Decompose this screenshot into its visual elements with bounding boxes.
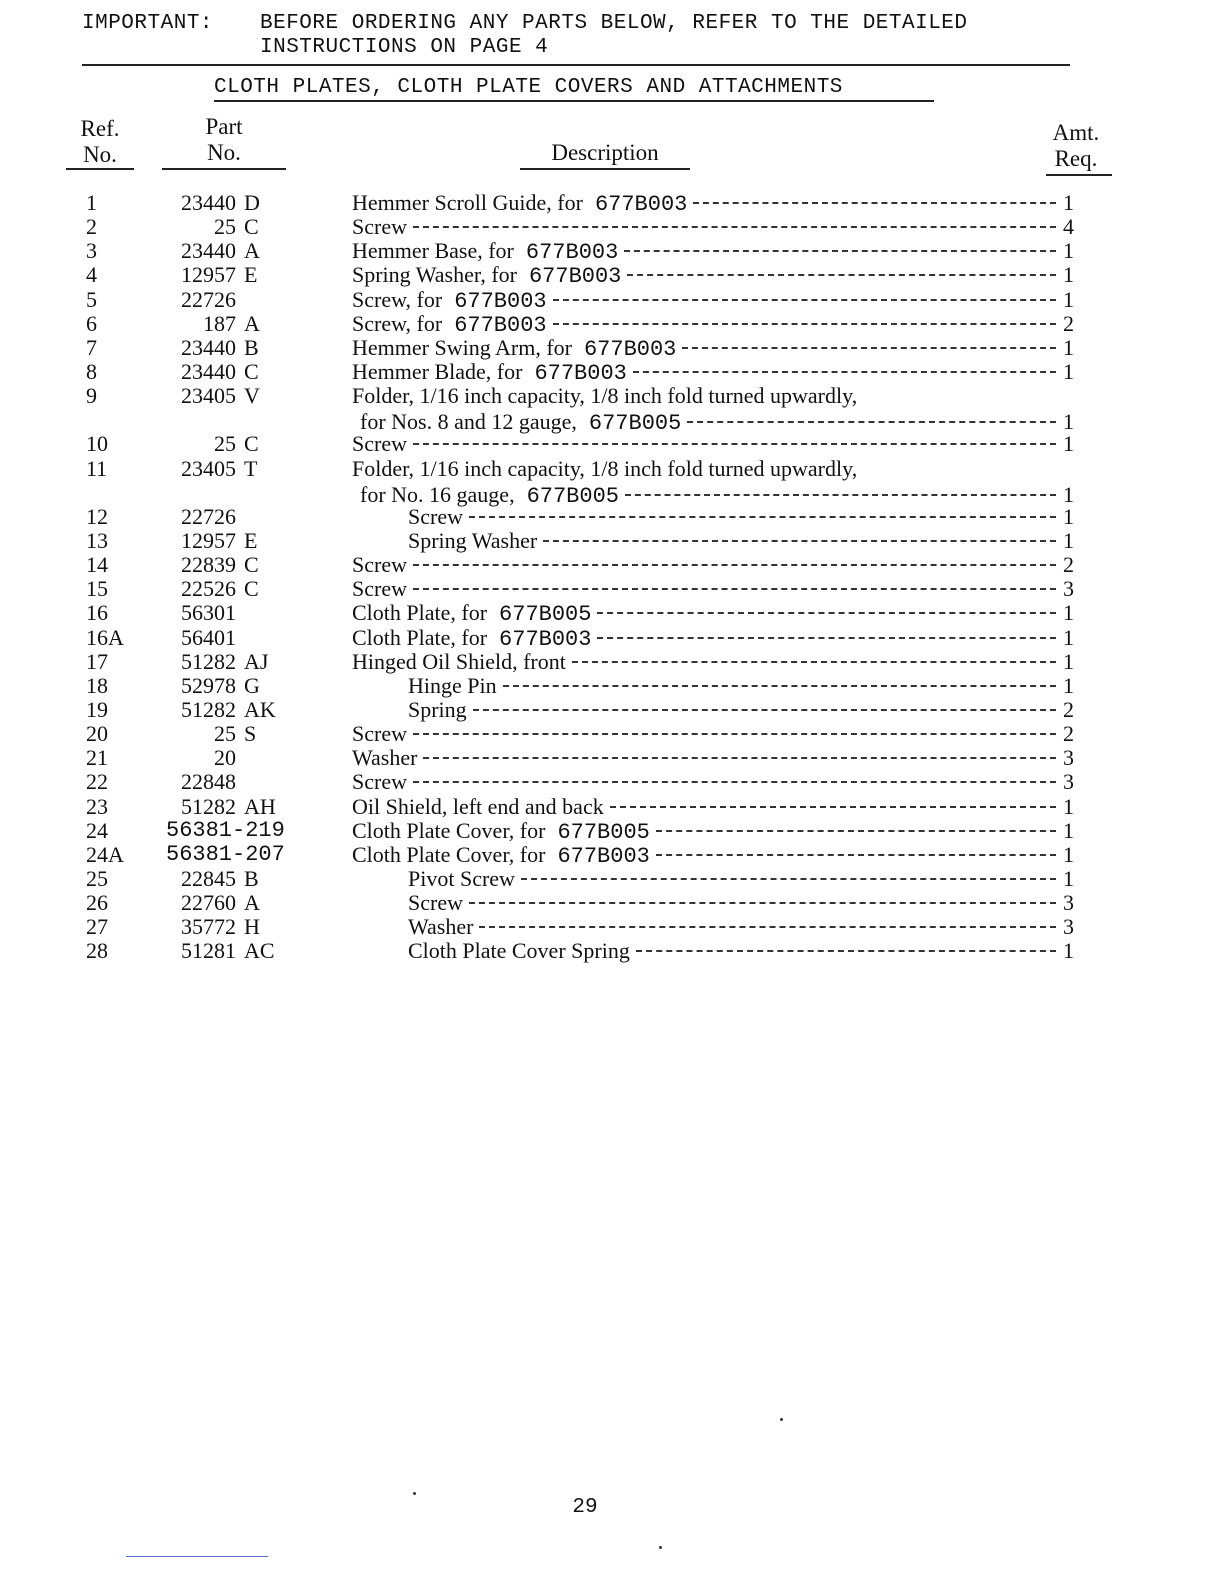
model-number: 677B003 — [528, 264, 622, 290]
dot-leader — [543, 540, 1056, 542]
table-row — [0, 310, 1224, 338]
part-description — [352, 552, 1074, 578]
table-row — [0, 673, 1224, 697]
part-number: 23440 — [181, 190, 236, 215]
title-underline — [214, 100, 934, 102]
amount-required: 1 — [1063, 431, 1074, 457]
table-row — [0, 504, 1224, 528]
description-text: Washer — [352, 745, 418, 771]
dot-leader — [572, 661, 1056, 663]
part-description — [408, 697, 1074, 723]
table-row — [0, 817, 1224, 845]
part-description — [408, 938, 1074, 964]
dot-leader — [413, 443, 1056, 445]
ref-number: 20 — [86, 721, 108, 747]
part-suffix: AC — [244, 938, 275, 964]
page-number: 29 — [572, 1496, 598, 1519]
part-number: 51282 — [181, 696, 236, 722]
description-text: Cloth Plate Cover, for — [352, 817, 546, 843]
header-underline — [162, 168, 286, 170]
table-row — [0, 769, 1224, 793]
part-suffix: S — [244, 721, 257, 747]
table-row — [0, 286, 1224, 314]
part-number: 23440 — [181, 358, 236, 384]
description-text: Hemmer Blade, for — [352, 358, 523, 384]
table-row — [0, 914, 1224, 938]
part-suffix: C — [244, 552, 259, 578]
description-text: Cloth Plate, for — [352, 624, 488, 650]
column-header-description: Description — [551, 140, 659, 165]
part-number: 56301 — [181, 600, 236, 626]
table-row — [0, 866, 1224, 890]
amount-required: 1 — [1063, 672, 1074, 698]
part-number: 22726 — [181, 286, 236, 312]
part-description — [352, 335, 1074, 362]
table-row — [0, 624, 1224, 652]
dot-leader — [624, 250, 1056, 252]
amount-required: 1 — [1063, 358, 1074, 384]
scan-speck — [780, 1418, 783, 1421]
part-number: 51281 — [181, 938, 236, 964]
table-row — [0, 745, 1224, 769]
amount-required: 1 — [1063, 503, 1074, 529]
part-description — [408, 890, 1074, 916]
table-row — [0, 383, 1224, 437]
dot-leader — [553, 299, 1056, 301]
part-suffix: AK — [244, 696, 276, 722]
dot-leader — [503, 685, 1056, 687]
model-number: 677B003 — [525, 240, 619, 266]
ref-number: 18 — [86, 672, 108, 698]
amount-required: 1 — [1063, 409, 1074, 435]
ref-number: 6 — [86, 310, 97, 336]
dot-leader — [413, 226, 1056, 228]
table-row — [0, 528, 1224, 552]
part-description — [352, 818, 1074, 845]
part-number: 25 — [214, 721, 236, 747]
dot-leader — [633, 371, 1056, 373]
header-underline — [66, 168, 134, 170]
scan-speck — [413, 1492, 416, 1495]
part-suffix: V — [244, 383, 260, 409]
dot-leader — [423, 757, 1056, 759]
description-text: Pivot Screw — [408, 865, 515, 891]
dot-leader — [469, 516, 1056, 518]
part-suffix: B — [244, 865, 259, 891]
ref-number: 5 — [86, 286, 97, 312]
scan-speck — [659, 1546, 662, 1549]
part-number: 20 — [214, 745, 236, 771]
table-row — [0, 190, 1224, 217]
dot-leader — [610, 806, 1056, 808]
ref-number: 21 — [86, 745, 108, 771]
header-underline — [1046, 174, 1112, 176]
header-underline — [520, 168, 690, 170]
ref-number: 1 — [86, 190, 97, 215]
part-description — [352, 383, 1074, 436]
part-description — [352, 190, 1074, 217]
part-suffix: C — [244, 431, 259, 457]
part-description — [408, 528, 1074, 554]
part-description — [408, 866, 1074, 892]
table-row — [0, 455, 1224, 509]
ref-number: 10 — [86, 431, 108, 457]
table-row — [0, 649, 1224, 673]
description-text: Folder, 1/16 inch capacity, 1/8 inch fold turned upwardly, — [352, 383, 858, 409]
description-text: Spring Washer, for — [352, 262, 517, 288]
amount-required: 1 — [1063, 865, 1074, 891]
part-description — [352, 745, 1074, 771]
ref-number: 16A — [86, 624, 124, 650]
ref-number: 27 — [86, 914, 108, 940]
amount-required: 2 — [1063, 721, 1074, 747]
part-description — [408, 914, 1074, 940]
column-header-part: Part No. — [205, 114, 243, 165]
table-row — [0, 262, 1224, 290]
part-number: 52978 — [181, 672, 236, 698]
part-description — [352, 311, 1074, 338]
ref-number: 12 — [86, 503, 108, 529]
amount-required: 1 — [1063, 793, 1074, 819]
model-number: 677B003 — [499, 626, 592, 652]
part-description — [352, 262, 1074, 289]
description-text: for Nos. 8 and 12 gauge, — [360, 409, 577, 435]
part-description — [352, 576, 1074, 602]
part-description — [408, 673, 1074, 699]
ref-number: 26 — [86, 890, 108, 916]
dot-leader — [479, 926, 1056, 928]
dot-leader — [473, 709, 1056, 711]
top-divider — [82, 64, 1070, 66]
table-row — [0, 334, 1224, 362]
part-description — [352, 625, 1074, 652]
part-number: 23405 — [181, 383, 236, 409]
amount-required: 1 — [1063, 238, 1074, 264]
dot-leader — [625, 494, 1056, 496]
part-suffix: A — [244, 890, 260, 916]
ref-number: 25 — [86, 865, 108, 891]
table-row — [0, 794, 1224, 818]
part-description — [352, 649, 1074, 675]
description-text: Screw — [408, 890, 463, 916]
table-row — [0, 576, 1224, 600]
description-text: for No. 16 gauge, — [360, 481, 515, 507]
amount-required: 1 — [1063, 841, 1074, 867]
table-row — [0, 431, 1224, 455]
part-suffix: H — [244, 914, 260, 940]
part-suffix: A — [244, 310, 260, 336]
part-suffix: E — [244, 262, 258, 288]
part-number: 22526 — [181, 576, 236, 602]
amount-required: 3 — [1063, 769, 1074, 795]
notice-label: IMPORTANT: — [82, 12, 214, 35]
model-number: 677B005 — [588, 411, 682, 437]
dot-leader — [469, 902, 1056, 904]
description-text: Screw — [352, 769, 407, 795]
part-number: 23405 — [181, 455, 236, 481]
ref-number: 16 — [86, 600, 108, 626]
part-suffix: A — [244, 238, 260, 264]
table-row — [0, 721, 1224, 745]
ref-number: 15 — [86, 576, 108, 602]
table-row — [0, 238, 1224, 266]
ref-number: 19 — [86, 696, 108, 722]
amount-required: 1 — [1063, 648, 1074, 674]
part-suffix: C — [244, 214, 259, 240]
model-number: 677B003 — [594, 192, 688, 217]
part-number: 22839 — [181, 552, 236, 578]
part-number: 23440 — [181, 238, 236, 264]
part-number: 25 — [214, 431, 236, 457]
part-description — [352, 769, 1074, 795]
description-text: Hemmer Base, for — [352, 238, 514, 264]
parts-list — [0, 190, 1224, 963]
part-suffix: E — [244, 528, 258, 553]
part-description — [352, 794, 1074, 820]
dot-leader — [636, 950, 1056, 952]
amount-required: 1 — [1063, 334, 1074, 360]
ref-number: 3 — [86, 238, 97, 264]
notice-line-2: INSTRUCTIONS ON PAGE 4 — [260, 36, 549, 59]
dot-leader — [687, 421, 1056, 423]
model-number: 677B003 — [583, 336, 677, 362]
dot-leader — [627, 274, 1056, 276]
important-notice — [82, 12, 1072, 60]
description-text: Screw, for — [352, 310, 443, 336]
amount-required: 1 — [1063, 262, 1074, 288]
part-number: 12957 — [181, 262, 236, 288]
column-header-amount: Amt. Req. — [1052, 120, 1100, 171]
part-number: 22845 — [181, 865, 236, 891]
description-text: Hinged Oil Shield, front — [352, 648, 566, 674]
description-text: Spring — [408, 696, 467, 722]
part-description — [352, 842, 1074, 869]
amount-required: 1 — [1063, 624, 1074, 650]
amount-required: 3 — [1063, 745, 1074, 771]
part-description — [352, 214, 1074, 240]
ref-number: 23 — [86, 793, 108, 819]
description-text: Washer — [408, 914, 474, 940]
model-number: 677B003 — [454, 312, 547, 338]
description-text: Screw — [408, 503, 463, 529]
dot-leader — [521, 878, 1056, 880]
amount-required: 4 — [1063, 214, 1074, 240]
dot-leader — [413, 564, 1056, 566]
model-number: 677B005 — [526, 483, 619, 509]
notice-line-1: BEFORE ORDERING ANY PARTS BELOW, REFER TO THE DETAILED — [260, 12, 968, 35]
column-header-ref: Ref. No. — [80, 116, 120, 167]
model-number: 677B005 — [499, 602, 592, 628]
description-text: Hemmer Scroll Guide, for — [352, 190, 583, 215]
footer-rule — [126, 1556, 268, 1557]
part-description — [352, 456, 1074, 509]
part-number: 22726 — [181, 503, 236, 529]
table-row — [0, 214, 1224, 238]
part-suffix: B — [244, 334, 259, 360]
amount-required: 1 — [1063, 528, 1074, 553]
part-description — [352, 359, 1074, 386]
description-text: Cloth Plate Cover, for — [352, 841, 546, 867]
ref-number: 7 — [86, 334, 97, 360]
part-number: 25 — [214, 214, 236, 240]
model-number: 677B003 — [454, 288, 547, 314]
dot-leader — [656, 854, 1056, 856]
model-number: 677B003 — [557, 843, 650, 869]
part-number: 56381-207 — [166, 841, 285, 867]
part-description — [352, 600, 1074, 627]
part-suffix: D — [244, 190, 260, 215]
description-text: Screw — [352, 431, 407, 457]
ref-number: 13 — [86, 528, 108, 553]
description-text: Spring Washer — [408, 528, 538, 553]
table-row — [0, 600, 1224, 628]
table-row — [0, 890, 1224, 914]
part-number: 23440 — [181, 334, 236, 360]
amount-required: 1 — [1063, 481, 1074, 507]
dot-leader — [413, 781, 1056, 783]
dot-leader — [597, 612, 1056, 614]
dot-leader — [413, 588, 1056, 590]
part-suffix: AJ — [244, 648, 269, 674]
description-text: Hinge Pin — [408, 672, 497, 698]
table-row — [0, 697, 1224, 721]
dot-leader — [553, 323, 1056, 325]
part-suffix: C — [244, 358, 259, 384]
description-text: Folder, 1/16 inch capacity, 1/8 inch fold turned upwardly, — [352, 455, 858, 481]
description-text: Screw — [352, 552, 407, 578]
amount-required: 3 — [1063, 576, 1074, 602]
description-text: Oil Shield, left end and back — [352, 793, 604, 819]
ref-number: 4 — [86, 262, 97, 288]
description-text: Screw, for — [352, 286, 443, 312]
ref-number: 11 — [86, 455, 108, 481]
table-row — [0, 552, 1224, 576]
ref-number: 9 — [86, 383, 97, 409]
ref-number: 2 — [86, 214, 97, 240]
amount-required: 1 — [1063, 286, 1074, 312]
amount-required: 3 — [1063, 890, 1074, 916]
description-text: Screw — [352, 576, 407, 602]
part-number: 56381-219 — [166, 817, 285, 843]
description-text: Hemmer Swing Arm, for — [352, 334, 572, 360]
part-number: 35772 — [181, 914, 236, 940]
part-suffix: AH — [244, 793, 276, 819]
ref-number: 14 — [86, 552, 108, 578]
amount-required: 1 — [1063, 600, 1074, 626]
ref-number: 24 — [86, 817, 108, 843]
part-number: 22848 — [181, 769, 236, 795]
part-number: 187 — [203, 310, 236, 336]
description-text: Cloth Plate Cover Spring — [408, 938, 630, 964]
part-suffix: T — [244, 455, 258, 481]
table-row — [0, 938, 1224, 962]
part-number: 22760 — [181, 890, 236, 916]
amount-required: 2 — [1063, 310, 1074, 336]
description-text: Screw — [352, 721, 407, 747]
ref-number: 8 — [86, 358, 97, 384]
part-description — [408, 504, 1074, 530]
ref-number: 17 — [86, 648, 108, 674]
part-number: 56401 — [181, 624, 236, 650]
amount-required: 1 — [1063, 817, 1074, 843]
part-number: 12957 — [181, 528, 236, 553]
description-text: Cloth Plate, for — [352, 600, 488, 626]
part-description — [352, 287, 1074, 314]
table-row — [0, 841, 1224, 869]
part-number: 51282 — [181, 793, 236, 819]
part-number: 51282 — [181, 648, 236, 674]
part-suffix: G — [244, 672, 260, 698]
amount-required: 2 — [1063, 552, 1074, 578]
dot-leader — [656, 830, 1056, 832]
part-description — [352, 431, 1074, 457]
dot-leader — [597, 637, 1056, 639]
dot-leader — [693, 202, 1056, 204]
table-row — [0, 358, 1224, 386]
part-suffix: C — [244, 576, 259, 602]
ref-number: 24A — [86, 841, 124, 867]
amount-required: 1 — [1063, 938, 1074, 964]
ref-number: 22 — [86, 769, 108, 795]
description-text: Screw — [352, 214, 407, 240]
model-number: 677B003 — [534, 360, 627, 386]
part-description — [352, 238, 1074, 265]
section-title: CLOTH PLATES, CLOTH PLATE COVERS AND ATTACHMENTS — [214, 76, 843, 99]
amount-required: 3 — [1063, 914, 1074, 940]
part-description — [352, 721, 1074, 747]
amount-required: 1 — [1063, 190, 1074, 215]
ref-number: 28 — [86, 938, 108, 964]
dot-leader — [682, 347, 1056, 349]
dot-leader — [413, 733, 1056, 735]
amount-required: 2 — [1063, 696, 1074, 722]
model-number: 677B005 — [557, 819, 650, 845]
